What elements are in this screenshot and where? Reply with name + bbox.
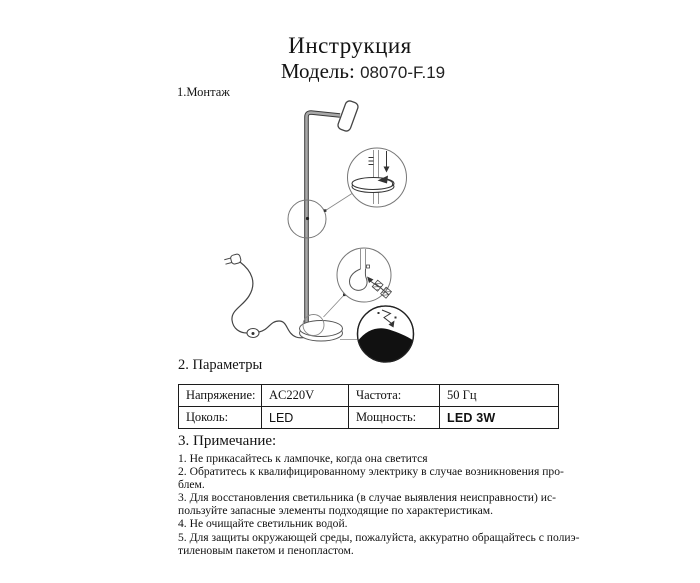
note-line: 4. Не очищайте светильник водой.	[178, 517, 348, 531]
base-weight-callout	[357, 306, 414, 363]
section-heading-parameters: 2. Параметры	[178, 357, 263, 373]
callout-leader-line	[324, 294, 346, 317]
page-title: Инструкция	[288, 33, 412, 58]
param-label-frequency: Частота:	[349, 385, 440, 407]
section-heading-assembly: 1.Монтаж	[177, 85, 230, 99]
param-value-socket: LED	[262, 407, 349, 429]
floor-lamp-illustration	[205, 96, 420, 370]
parameters-table	[178, 384, 559, 429]
base-thumbscrew-callout	[337, 248, 391, 302]
power-cord	[232, 262, 309, 338]
note-line: блем.	[178, 478, 205, 492]
notes-list	[178, 452, 580, 557]
locking-collar-callout	[348, 148, 407, 207]
param-label-voltage: Напряжение:	[179, 385, 262, 407]
lamp-pole	[307, 113, 341, 331]
table-row	[179, 385, 559, 407]
param-value-power: LED 3W	[440, 407, 559, 429]
inline-switch-icon	[247, 329, 259, 338]
callout-leader-line	[326, 194, 353, 211]
note-line: 3. Для восстановления светильника (в случае выявления неисправности) ис-	[178, 491, 556, 505]
note-line: 1. Не прикасайтесь к лампочке, когда она светится	[178, 452, 428, 465]
param-value-frequency: 50 Гц	[440, 385, 559, 407]
leader-dot	[324, 209, 327, 212]
note-line: 2. Обратитесь к квалифицированному электрику в случае возникновения про-	[178, 465, 564, 479]
note-line: 5. Для защиты окружающей среды, пожалуйста, аккуратно обращайтесь с полиэ-	[178, 530, 580, 544]
model-label: Модель:	[280, 59, 355, 83]
note-line: пользуйте запасные элементы подходящие по характеристикам.	[178, 504, 493, 518]
param-label-socket: Цоколь:	[179, 407, 262, 429]
param-value-voltage: AC220V	[262, 385, 349, 407]
section-heading-notes: 3. Примечание:	[178, 433, 277, 449]
model-number: 08070-F.19	[360, 63, 446, 82]
model-line	[13, 59, 700, 84]
note-line: тиленовым пакетом и пенопластом.	[178, 543, 354, 557]
power-plug-icon	[224, 253, 242, 266]
spot-head-icon	[337, 100, 359, 133]
table-row	[179, 407, 559, 429]
param-label-power: Мощность:	[349, 407, 440, 429]
